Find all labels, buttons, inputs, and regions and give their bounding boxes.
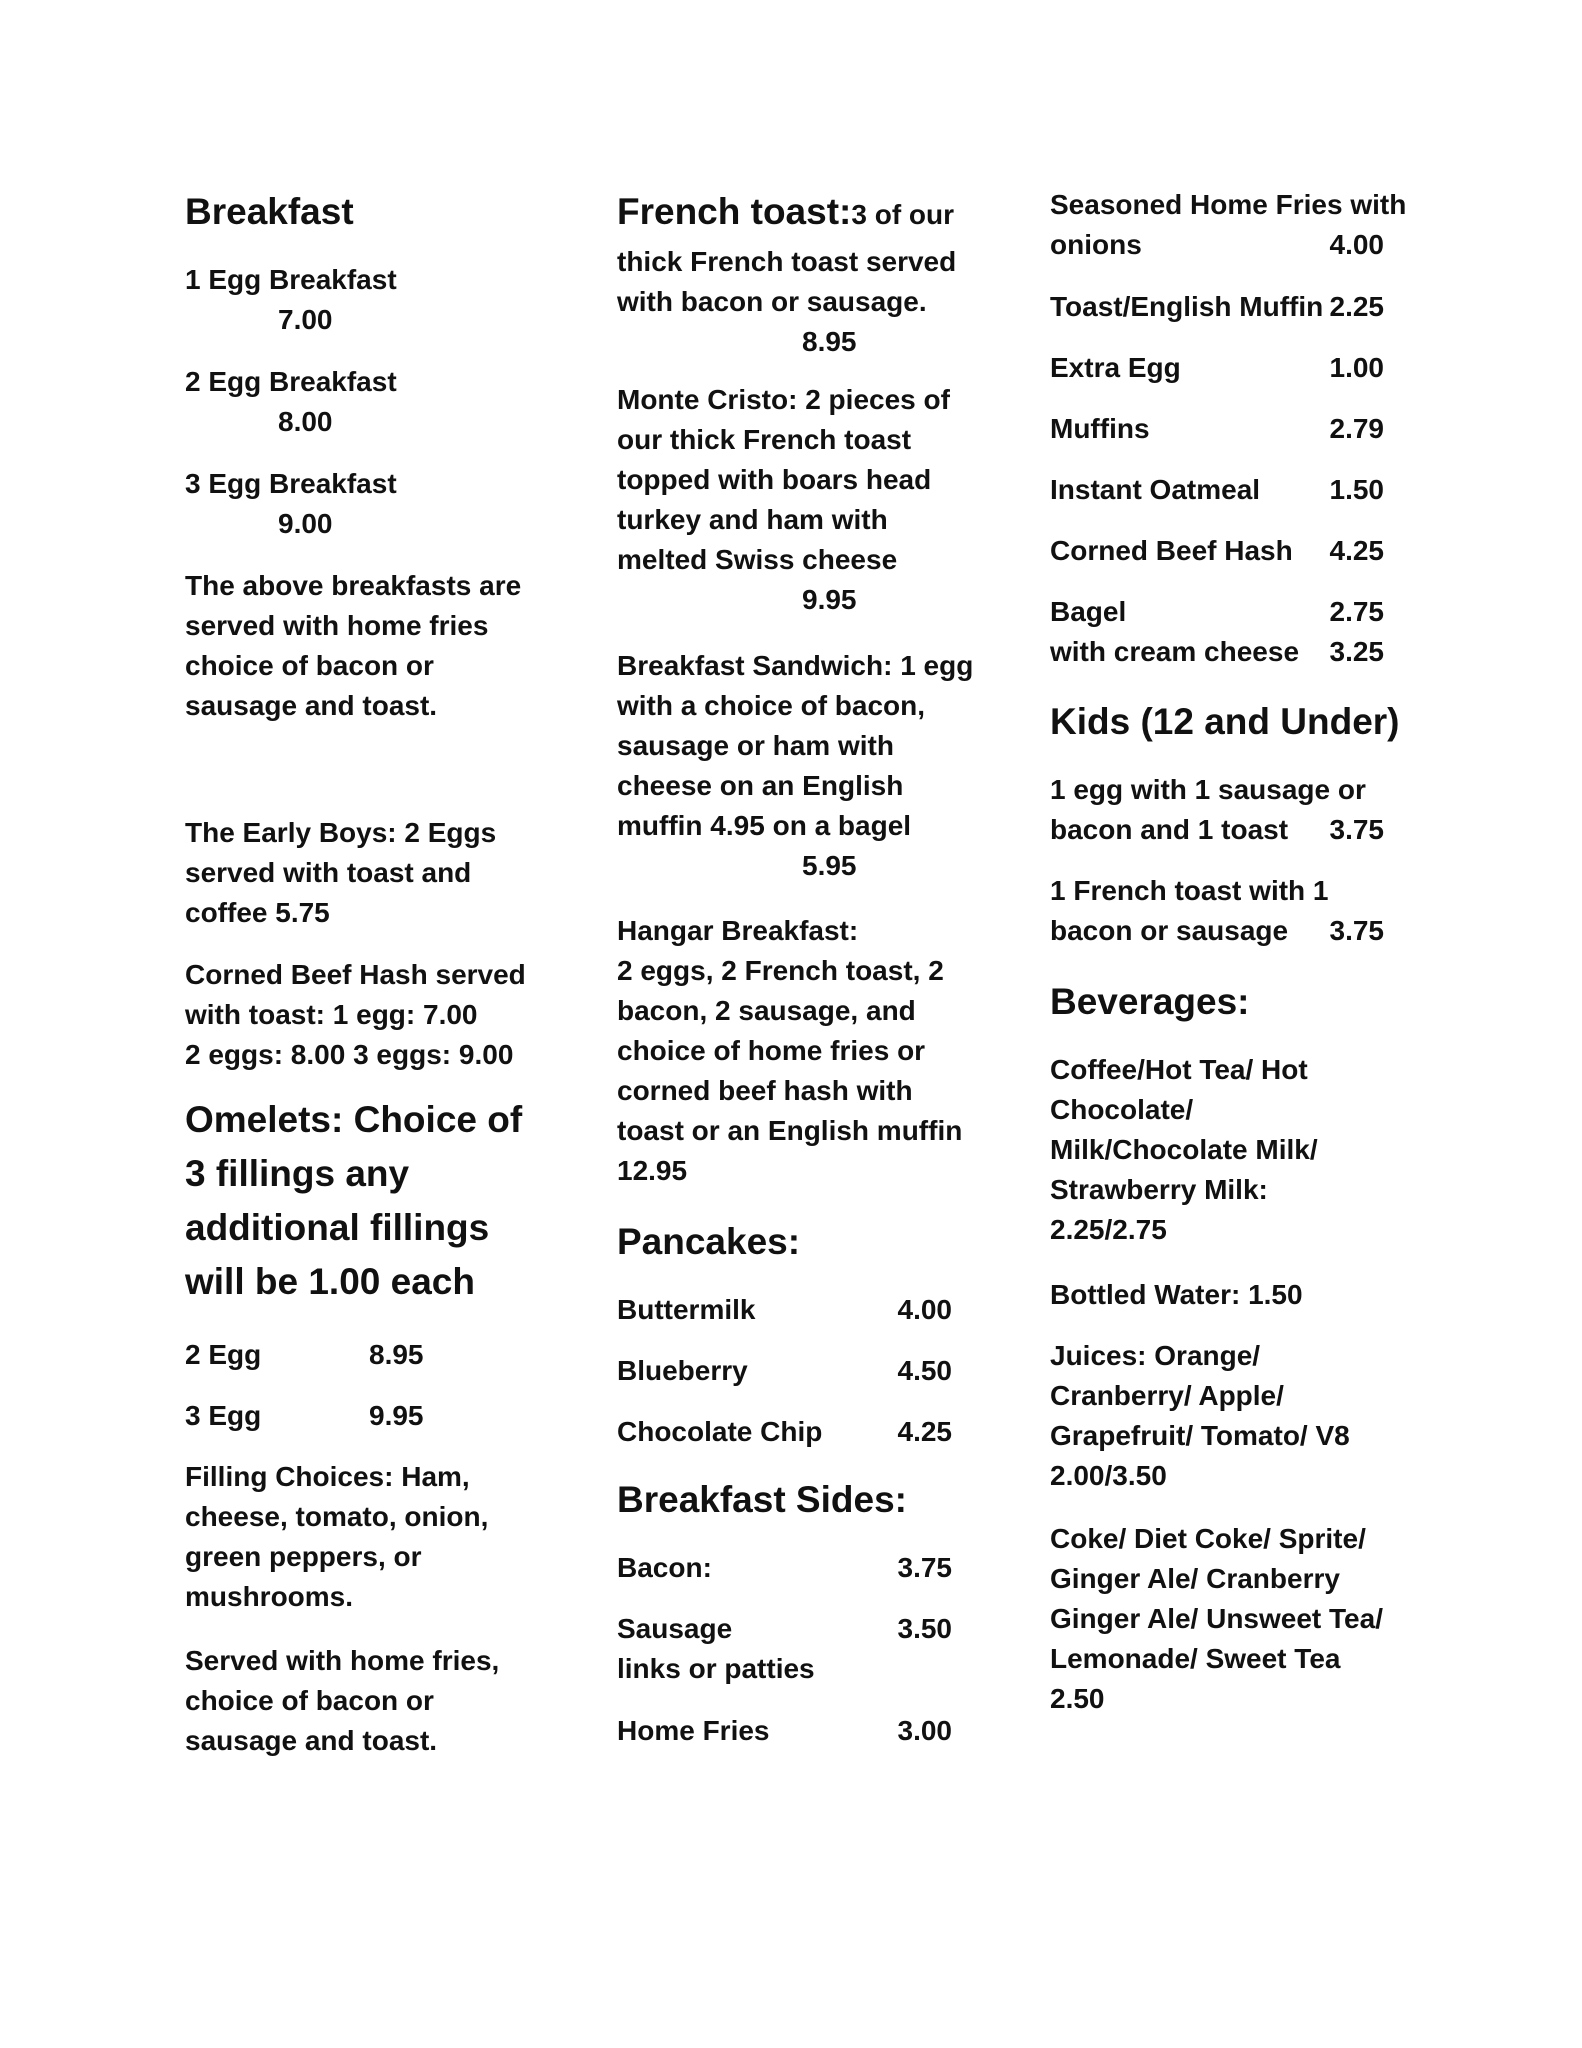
text-line: Filling Choices: Ham,: [185, 1461, 470, 1492]
omelets-heading: [185, 1093, 522, 1309]
menu-item-row: [1050, 225, 1384, 265]
menu-item-price: 4.25: [897, 1416, 952, 1447]
text-line: Served with home fries,: [185, 1645, 500, 1676]
text-line: with a choice of bacon,: [617, 690, 926, 721]
text-line: The above breakfasts are: [185, 570, 522, 601]
breakfast-heading: Breakfast: [185, 191, 354, 232]
menu-item-row: [617, 1711, 952, 1751]
pancakes-heading: Pancakes:: [617, 1221, 801, 1262]
text-line: our thick French toast: [617, 424, 912, 455]
kids-heading: Kids (12 and Under): [1050, 701, 1400, 742]
juices-item: [1050, 1336, 1350, 1496]
menu-item-name: Toast/English Muffin: [1050, 291, 1324, 322]
menu-item-name: bacon or sausage: [1050, 915, 1289, 946]
hangar-breakfast-item: [617, 911, 962, 1191]
text-line: sausage and toast.: [185, 1725, 438, 1756]
menu-item-name: onions: [1050, 229, 1142, 260]
french-toast-item: [617, 185, 956, 362]
menu-item-row: [1050, 592, 1384, 632]
text-line: Breakfast Sandwich: 1 egg: [617, 650, 974, 681]
menu-item-price: 3.25: [1329, 636, 1384, 667]
menu-item-price: 3.75: [1329, 915, 1384, 946]
coffee-item: [1050, 1050, 1318, 1250]
text-line: Milk/Chocolate Milk/: [1050, 1134, 1318, 1165]
menu-item-price: 4.25: [1329, 535, 1384, 566]
menu-item-name: Home Fries: [617, 1715, 770, 1746]
text-line: Chocolate/: [1050, 1094, 1194, 1125]
menu-item-row: [1050, 911, 1384, 951]
menu-item-subtext: links or patties: [617, 1653, 815, 1684]
menu-item-price: 9.95: [802, 584, 857, 615]
text-line: served with toast and: [185, 857, 472, 888]
menu-item-price: 1.50: [1329, 474, 1384, 505]
text-line: Juices: Orange/: [1050, 1340, 1261, 1371]
menu-item-price: 8.95: [802, 326, 857, 357]
early-boys-item: [185, 813, 496, 933]
menu-item-price: 3.00: [897, 1715, 952, 1746]
text-line: 2 eggs, 2 French toast, 2: [617, 955, 944, 986]
heading-line: 3 fillings any: [185, 1153, 410, 1194]
text-line: sausage and toast.: [185, 690, 438, 721]
text-line: topped with boars head: [617, 464, 932, 495]
menu-item-name: 1 Egg Breakfast: [185, 264, 397, 295]
menu-item-price: 3.75: [1329, 814, 1384, 845]
text-line: 1 French toast with 1: [1050, 875, 1329, 906]
menu-item-name: Muffins: [1050, 413, 1150, 444]
text-line: The Early Boys: 2 Eggs: [185, 817, 497, 848]
breakfast-sandwich-item: [617, 646, 973, 886]
text-line: mushrooms.: [185, 1581, 354, 1612]
menu-item-row: [1050, 632, 1384, 672]
menu-item-row: [1050, 810, 1384, 850]
menu-item-price: 2.25: [1329, 291, 1384, 322]
menu-item-name: Sausage: [617, 1613, 733, 1644]
menu-item-name: Bacon:: [617, 1552, 712, 1583]
menu-item-name: Instant Oatmeal: [1050, 474, 1261, 505]
menu-item-price: 1.00: [1329, 352, 1384, 383]
text-line: choice of bacon or: [185, 1685, 434, 1716]
text-line: Ginger Ale/ Cranberry: [1050, 1563, 1340, 1594]
menu-item-row: [617, 1609, 952, 1649]
menu-item-price: 9.95: [369, 1400, 424, 1431]
menu-item-price: 9.00: [278, 508, 333, 539]
menu-item-price: 2.79: [1329, 413, 1384, 444]
breakfast-sides-heading: Breakfast Sides:: [617, 1479, 907, 1520]
text-line: sausage or ham with: [617, 730, 894, 761]
menu-item-name: Buttermilk: [617, 1294, 756, 1325]
corned-beef-hash-item: [185, 955, 526, 1075]
menu-item-name: bacon and 1 toast: [1050, 814, 1289, 845]
menu-item-price: 5.95: [802, 850, 857, 881]
omelet-row: [185, 1335, 425, 1375]
text-line: 1 egg with 1 sausage or: [1050, 774, 1366, 805]
menu-item-name: Corned Beef Hash: [1050, 535, 1293, 566]
menu-item-row: [1050, 531, 1384, 571]
text-line: Grapefruit/ Tomato/ V8: [1050, 1420, 1350, 1451]
menu-item-price: 7.00: [278, 304, 333, 335]
monte-cristo-item: [617, 380, 950, 620]
menu-item-price: 4.00: [897, 1294, 952, 1325]
menu-item-name: with cream cheese: [1050, 636, 1300, 667]
text-line: green peppers, or: [185, 1541, 422, 1572]
menu-item-row: [1050, 470, 1384, 510]
french-toast-title: French toast:: [617, 191, 852, 232]
text-line: toast or an English muffin: [617, 1115, 963, 1146]
text-line: Strawberry Milk:: [1050, 1174, 1268, 1205]
text-line: 2 eggs: 8.00 3 eggs: 9.00: [185, 1039, 514, 1070]
text-line: melted Swiss cheese: [617, 544, 898, 575]
menu-item-row: [1050, 287, 1384, 327]
menu-item-name: 3 Egg Breakfast: [185, 468, 397, 499]
menu-item-name: Blueberry: [617, 1355, 748, 1386]
heading-line: will be 1.00 each: [185, 1261, 475, 1302]
text-line: thick French toast served: [617, 246, 957, 277]
menu-item-price: 8.00: [278, 406, 333, 437]
beverages-heading: Beverages:: [1050, 981, 1250, 1022]
text-line: Coke/ Diet Coke/ Sprite/: [1050, 1523, 1366, 1554]
omelet-served-note: [185, 1641, 499, 1761]
heading-line: Omelets: Choice of: [185, 1099, 523, 1140]
menu-item-price: 4.00: [1329, 229, 1384, 260]
menu-item-name: Extra Egg: [1050, 352, 1181, 383]
text-line: Lemonade/ Sweet Tea: [1050, 1643, 1341, 1674]
text-line: Ginger Ale/ Unsweet Tea/: [1050, 1603, 1383, 1634]
sodas-item: [1050, 1519, 1383, 1719]
text-line: Monte Cristo: 2 pieces of: [617, 384, 950, 415]
text-line: turkey and ham with: [617, 504, 888, 535]
text-line: 12.95: [617, 1155, 688, 1186]
menu-item-price: 3.50: [897, 1613, 952, 1644]
text-line: choice of home fries or: [617, 1035, 926, 1066]
menu-item-name: Chocolate Chip: [617, 1416, 823, 1447]
breakfast-note: [185, 566, 521, 726]
omelet-row: [185, 1396, 425, 1436]
menu-item-name: 2 Egg: [185, 1339, 262, 1370]
menu-item-row: [617, 1351, 952, 1391]
text-line: with bacon or sausage.: [617, 286, 927, 317]
text-line: cheese, tomato, onion,: [185, 1501, 489, 1532]
menu-item-price: 2.75: [1329, 596, 1384, 627]
menu-item-price: 4.50: [897, 1355, 952, 1386]
text-line: 2.25/2.75: [1050, 1214, 1167, 1245]
text-line: Hangar Breakfast:: [617, 915, 859, 946]
text-line: with toast: 1 egg: 7.00: [185, 999, 478, 1030]
text-line: muffin 4.95 on a bagel: [617, 810, 912, 841]
text-line: bacon, 2 sausage, and: [617, 995, 916, 1026]
menu-item-row: [1050, 409, 1384, 449]
text-line: cheese on an English: [617, 770, 904, 801]
french-toast-title-line: [617, 185, 956, 242]
menu-item-name: 2 Egg Breakfast: [185, 366, 397, 397]
text-line: choice of bacon or: [185, 650, 434, 681]
text-line: coffee 5.75: [185, 897, 330, 928]
text-line: served with home fries: [185, 610, 489, 641]
filling-choices: [185, 1457, 488, 1617]
menu-item-price: 3.75: [897, 1552, 952, 1583]
text-line: Seasoned Home Fries with: [1050, 189, 1407, 220]
menu-item-row: [617, 1412, 952, 1452]
menu-item-price: 8.95: [369, 1339, 424, 1370]
heading-line: additional fillings: [185, 1207, 490, 1248]
text-line: 2.50: [1050, 1683, 1105, 1714]
text-line: Cranberry/ Apple/: [1050, 1380, 1284, 1411]
text-line: 3 of our: [851, 199, 955, 230]
menu-item-row: [617, 1548, 952, 1588]
menu-item-name: 3 Egg: [185, 1400, 262, 1431]
text-line: Coffee/Hot Tea/ Hot: [1050, 1054, 1308, 1085]
menu-item-name: Bagel: [1050, 596, 1127, 627]
text-line: 2.00/3.50: [1050, 1460, 1167, 1491]
bottled-water-item: Bottled Water: 1.50: [1050, 1279, 1303, 1310]
text-line: Corned Beef Hash served: [185, 959, 526, 990]
menu-item-row: [1050, 348, 1384, 388]
text-line: corned beef hash with: [617, 1075, 913, 1106]
menu-item-row: [617, 1290, 952, 1330]
